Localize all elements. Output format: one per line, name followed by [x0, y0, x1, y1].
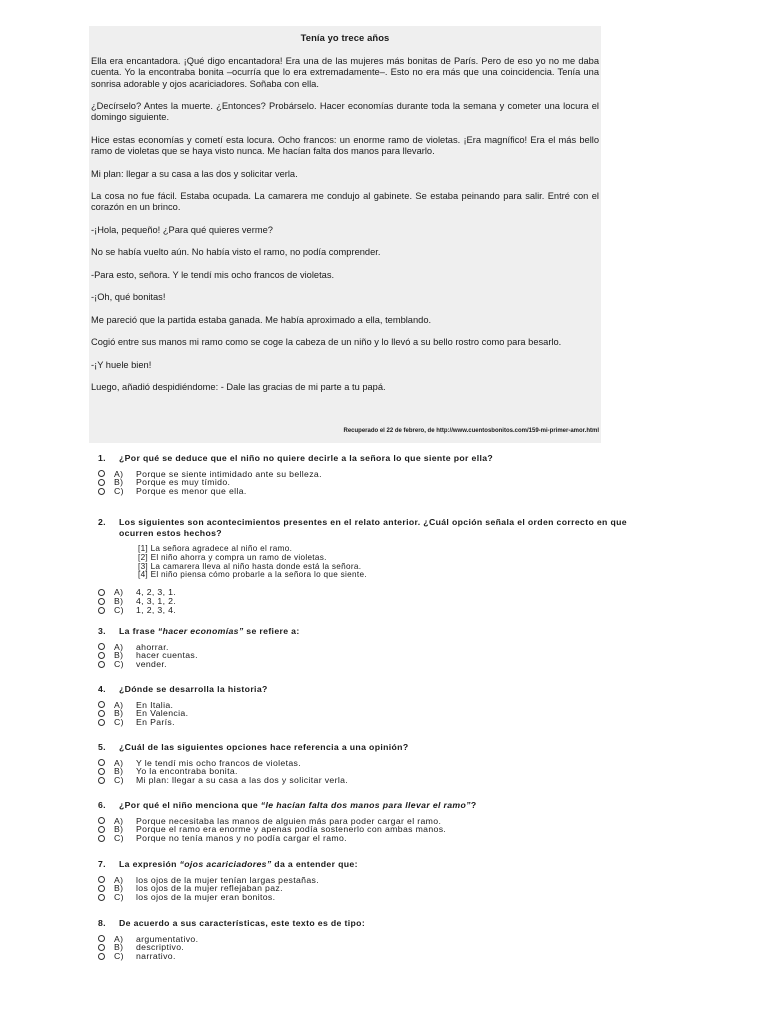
- question-2: [98, 517, 638, 615]
- passage-paragraph: -¡Oh, qué bonitas!: [91, 292, 166, 303]
- question-7: [98, 859, 638, 902]
- answer-option-a[interactable]: A) Y le tendí mis ocho francos de violetas.: [98, 759, 638, 768]
- question-text: Los siguientes son acontecimientos presentes en el relato anterior. ¿Cuál opción señala el orden correcto en que ocurren estos hechos?: [119, 517, 627, 538]
- answer-option-a[interactable]: A) los ojos de la mujer tenían largas pestañas.: [98, 876, 638, 885]
- radio-circle-icon[interactable]: [98, 470, 105, 477]
- event-item: [4] El niño piensa cómo probarle a la señora lo que siente.: [138, 570, 367, 580]
- radio-circle-icon[interactable]: [98, 607, 105, 614]
- question-5: [98, 742, 638, 785]
- radio-circle-icon[interactable]: [98, 643, 105, 650]
- radio-circle-icon[interactable]: [98, 768, 105, 775]
- question-number: 8.: [98, 918, 106, 928]
- answer-option-c[interactable]: C) Mi plan: llegar a su casa a las dos y solicitar verla.: [98, 776, 638, 785]
- question-text: La frase “hacer economías” se refiere a:: [119, 626, 300, 636]
- answer-option-a[interactable]: A) En Italia.: [98, 701, 638, 710]
- question-number: 6.: [98, 800, 106, 810]
- passage-paragraph: Me pareció que la partida estaba ganada. Me había aproximado a ella, temblando.: [91, 314, 432, 325]
- passage-paragraph: -Para esto, señora. Y le tendí mis ocho francos de violetas.: [91, 269, 335, 280]
- event-item: [3] La camarera lleva al niño hasta donde está la señora.: [138, 561, 362, 571]
- answer-option-c[interactable]: C) 1, 2, 3, 4.: [98, 606, 638, 615]
- radio-circle-icon[interactable]: [98, 826, 105, 833]
- passage-title: Tenía yo trece años: [300, 32, 390, 43]
- answer-option-b[interactable]: B) hacer cuentas.: [98, 651, 638, 660]
- radio-circle-icon[interactable]: [98, 661, 105, 668]
- question-text: La expresión “ojos acariciadores” da a entender que:: [119, 859, 358, 869]
- question-4: [98, 684, 638, 727]
- question-number: 4.: [98, 684, 106, 694]
- radio-circle-icon[interactable]: [98, 885, 105, 892]
- answer-option-c[interactable]: C) En París.: [98, 718, 638, 727]
- question-1: [98, 453, 638, 496]
- radio-circle-icon[interactable]: [98, 589, 105, 596]
- answer-option-c[interactable]: C) narrativo.: [98, 952, 638, 961]
- event-list: [138, 545, 638, 580]
- question-number: 3.: [98, 626, 106, 636]
- answer-option-b[interactable]: B) Porque es muy tímido.: [98, 478, 638, 487]
- passage-paragraph: Hice estas economías y cometí esta locura. Ocho francos: un enorme ramo de violetas. ¡Era magnífico! Era el más bello ramo de violetas que se haya visto nunca. Me hacían falta dos manos para llevarlo.: [91, 134, 599, 157]
- radio-circle-icon[interactable]: [98, 953, 105, 960]
- question-text: De acuerdo a sus características, este texto es de tipo:: [119, 918, 366, 928]
- radio-circle-icon[interactable]: [98, 710, 105, 717]
- answer-option-b[interactable]: B) Porque el ramo era enorme y apenas podía sostenerlo con ambas manos.: [98, 825, 638, 834]
- radio-circle-icon[interactable]: [98, 777, 105, 784]
- question-number: 1.: [98, 453, 106, 463]
- answer-option-b[interactable]: B) los ojos de la mujer reflejaban paz.: [98, 884, 638, 893]
- passage-paragraph: Luego, añadió despidiéndome: - Dale las gracias de mi parte a tu papá.: [91, 382, 386, 393]
- radio-circle-icon[interactable]: [98, 759, 105, 766]
- radio-circle-icon[interactable]: [98, 817, 105, 824]
- radio-circle-icon[interactable]: [98, 894, 105, 901]
- question-3: [98, 626, 638, 669]
- reading-passage: [89, 26, 601, 443]
- passage-paragraph: Cogió entre sus manos mi ramo como se coge la cabeza de un niño y lo llevó a su bello rostro como para besarlo.: [91, 337, 562, 348]
- answer-option-c[interactable]: C) Porque es menor que ella.: [98, 487, 638, 496]
- radio-circle-icon[interactable]: [98, 876, 105, 883]
- radio-circle-icon[interactable]: [98, 598, 105, 605]
- answer-option-b[interactable]: B) 4, 3, 1, 2.: [98, 597, 638, 606]
- answer-option-a[interactable]: A) 4, 2, 3, 1.: [98, 588, 638, 597]
- passage-paragraph: ¿Decírselo? Antes la muerte. ¿Entonces? Probárselo. Hacer economías durante toda la semana y cometer una locura el domingo siguiente.: [91, 101, 599, 123]
- radio-circle-icon[interactable]: [98, 652, 105, 659]
- answer-option-a[interactable]: A) ahorrar.: [98, 643, 638, 652]
- radio-circle-icon[interactable]: [98, 701, 105, 708]
- passage-paragraph: Mi plan: llegar a su casa a las dos y solicitar verla.: [91, 168, 298, 179]
- passage-paragraph: -¡Y huele bien!: [91, 359, 152, 370]
- radio-circle-icon[interactable]: [98, 835, 105, 842]
- passage-paragraph: No se había vuelto aún. No había visto el ramo, no podía comprender.: [91, 247, 381, 258]
- answer-option-c[interactable]: C) los ojos de la mujer eran bonitos.: [98, 893, 638, 902]
- question-text: ¿Por qué se deduce que el niño no quiere decirle a la señora lo que siente por ella?: [119, 453, 494, 463]
- question-8: [98, 918, 638, 961]
- radio-circle-icon[interactable]: [98, 944, 105, 951]
- radio-circle-icon[interactable]: [98, 488, 105, 495]
- question-6: [98, 800, 638, 843]
- event-item: [2] El niño ahorra y compra un ramo de violetas.: [138, 552, 327, 562]
- answer-option-c[interactable]: C) vender.: [98, 660, 638, 669]
- answer-option-a[interactable]: A) Porque se siente intimidado ante su belleza.: [98, 470, 638, 479]
- answer-option-c[interactable]: C) Porque no tenía manos y no podía cargar el ramo.: [98, 834, 638, 843]
- question-text: ¿Por qué el niño menciona que “le hacían falta dos manos para llevar el ramo”?: [119, 800, 477, 810]
- answer-option-b[interactable]: B) Yo la encontraba bonita.: [98, 767, 638, 776]
- question-number: 7.: [98, 859, 106, 869]
- question-number: 5.: [98, 742, 106, 752]
- radio-circle-icon[interactable]: [98, 935, 105, 942]
- answer-option-a[interactable]: A) argumentativo.: [98, 935, 638, 944]
- answer-option-a[interactable]: A) Porque necesitaba las manos de alguien más para poder cargar el ramo.: [98, 817, 638, 826]
- question-number: 2.: [98, 517, 106, 527]
- answer-option-b[interactable]: B) En Valencia.: [98, 709, 638, 718]
- question-text: ¿Dónde se desarrolla la historia?: [119, 684, 268, 694]
- radio-circle-icon[interactable]: [98, 479, 105, 486]
- event-item: [1] La señora agradece al niño el ramo.: [138, 544, 293, 553]
- answer-option-b[interactable]: B) descriptivo.: [98, 943, 638, 952]
- radio-circle-icon[interactable]: [98, 719, 105, 726]
- source-citation: Recuperado el 22 de febrero, de http://www.cuentosbonitos.com/159-mi-primer-amor.html: [343, 428, 599, 434]
- question-text: ¿Cuál de las siguientes opciones hace referencia a una opinión?: [119, 742, 409, 752]
- passage-paragraph: La cosa no fue fácil. Estaba ocupada. La camarera me condujo al gabinete. Se estaba peinando para salir. Entré con el corazón en un brinco.: [91, 191, 599, 213]
- passage-paragraph: Ella era encantadora. ¡Qué digo encantadora! Era una de las mujeres más bonitas de París. Pero de eso yo no me daba cuenta. Yo la encontraba bonita –ocurría que lo era extremadamente–. Esto no era más que una coincidencia. Tenía una sonrisa adorable y ojos acariciadores. Soñaba con ella.: [91, 56, 599, 89]
- passage-paragraph: -¡Hola, pequeño! ¿Para qué quieres verme?: [91, 224, 273, 235]
